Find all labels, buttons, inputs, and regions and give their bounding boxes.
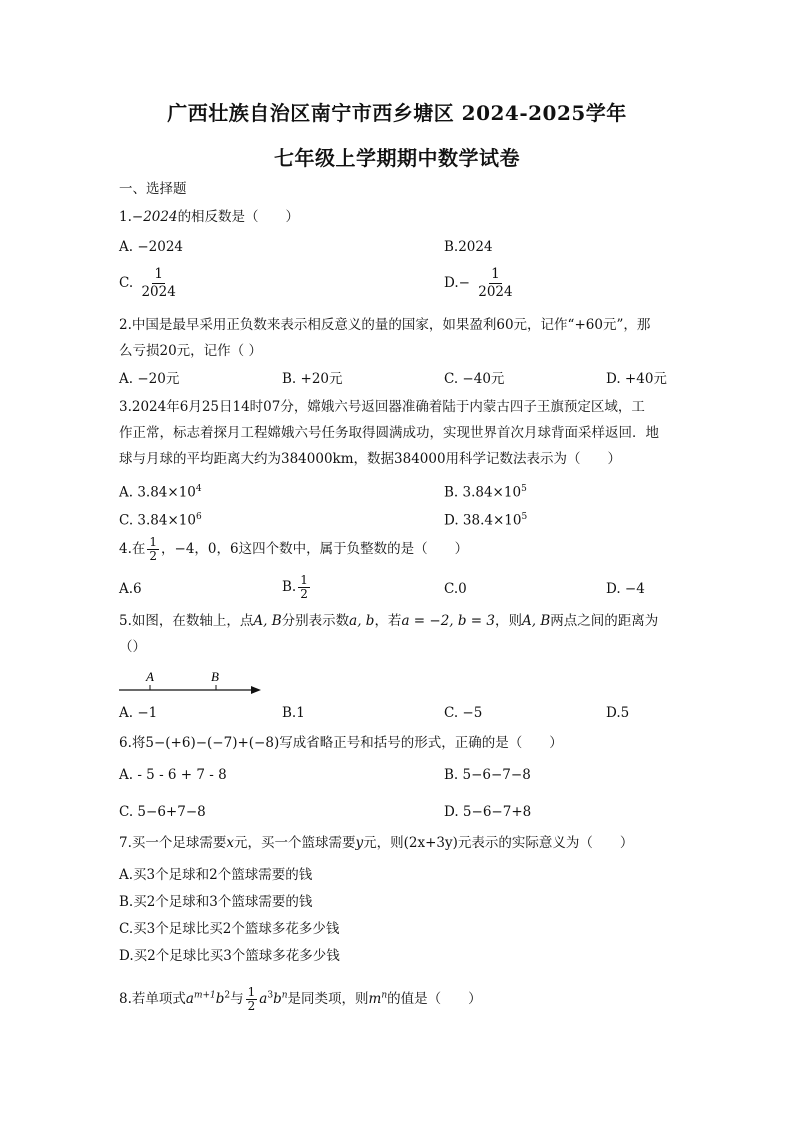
q5-values: a = −2, b = 3 bbox=[401, 613, 495, 629]
q8-term2-b-exp: n bbox=[281, 990, 288, 1001]
q7-option-a: A.买3个足球和2个篮球需要的钱 bbox=[119, 867, 313, 883]
q6-option-b: B. 5−6−7−8 bbox=[444, 767, 531, 783]
q1-suffix: 的相反数是（ ） bbox=[177, 209, 300, 225]
q3-option-b bbox=[444, 480, 527, 502]
q1-option-a: A. −2024 bbox=[119, 239, 183, 255]
q4-b-num: 1 bbox=[300, 573, 308, 587]
question-5-line2: （） bbox=[119, 639, 146, 655]
q8-prefix: 8.若单项式 bbox=[119, 991, 186, 1007]
q7-y: y bbox=[355, 835, 364, 851]
q8-term2-a-exp: 3 bbox=[267, 990, 274, 1001]
q8-term1-a-exp: m+1 bbox=[193, 990, 216, 1001]
q4-suffix: ，−4，0，6这四个数中，属于负整数的是（ ） bbox=[161, 541, 469, 557]
q1-option-c bbox=[119, 266, 180, 301]
q4-b-label: B. bbox=[282, 579, 297, 595]
q7-option-d: D.买2个足球比买3个篮球多花多少钱 bbox=[119, 948, 340, 964]
q3-c-base: C. 3.84×10 bbox=[119, 512, 196, 529]
q2-option-a: A. −20元 bbox=[119, 371, 180, 387]
q7-expr: (2x+3y) bbox=[403, 835, 458, 851]
q7-x: x bbox=[226, 835, 235, 851]
q5-text-i: 两点之间的距离为 bbox=[550, 613, 659, 629]
q5-text-e: ，若 bbox=[374, 613, 402, 629]
question-3-line3: 球与月球的平均距离大约为384000km，数据384000用科学记数法表示为（ ） bbox=[119, 451, 622, 467]
q6-option-d: D. 5−6−7+8 bbox=[444, 804, 532, 820]
exam-title-line2: 七年级上学期期中数学试卷 bbox=[274, 146, 520, 170]
q8-frac-den: 2 bbox=[247, 999, 256, 1013]
q1-c-den: 2024 bbox=[141, 284, 176, 300]
q8-mid2: 是同类项，则 bbox=[287, 991, 369, 1007]
q8-mid: 与 bbox=[230, 991, 244, 1007]
question-7-stem bbox=[119, 834, 633, 852]
q4-frac-num: 1 bbox=[149, 535, 158, 549]
q3-b-base: B. 3.84×10 bbox=[444, 484, 522, 501]
q3-a-base: A. 3.84×10 bbox=[119, 484, 196, 501]
q6-option-c: C. 5−6+7−8 bbox=[119, 804, 206, 820]
q1-c-fraction bbox=[139, 266, 177, 301]
q1-expr: −2024 bbox=[131, 209, 178, 225]
exam-title-line1: 广西壮族自治区南宁市西乡塘区 2024-2025学年 bbox=[167, 101, 627, 125]
q8-suffix: 的值是（ ） bbox=[387, 991, 482, 1007]
q4-b-fraction bbox=[298, 574, 310, 601]
q8-term1-b: b bbox=[215, 991, 225, 1007]
q3-b-exp: 5 bbox=[521, 484, 527, 494]
q8-frac-num: 1 bbox=[247, 985, 256, 999]
q4-option-c: C.0 bbox=[444, 581, 467, 597]
section-heading: 一、选择题 bbox=[119, 181, 187, 197]
q3-c-exp: 6 bbox=[195, 512, 202, 522]
q5-text-c: 分别表示数 bbox=[281, 613, 350, 629]
q4-option-d: D. −4 bbox=[606, 581, 645, 597]
q8-m: m bbox=[368, 991, 382, 1007]
q8-term1-b-exp: 2 bbox=[224, 990, 231, 1001]
q6-expr: 5−(+6)−(−7)+(−8) bbox=[145, 735, 280, 751]
q3-d-base: D. 38.4×10 bbox=[444, 512, 522, 529]
q7-prefix: 7.买一个足球需要 bbox=[119, 835, 227, 851]
q2-option-b: B. +20元 bbox=[282, 371, 343, 387]
point-a-label: A bbox=[146, 669, 154, 684]
question-2-line2: 么亏损20元，记作（ ） bbox=[119, 343, 262, 359]
q4-option-a: A.6 bbox=[119, 581, 142, 597]
q1-d-label: D.− bbox=[444, 275, 470, 291]
number-line-arrow-icon bbox=[251, 686, 261, 694]
point-b-label: B bbox=[211, 669, 219, 684]
number-line-figure bbox=[115, 664, 265, 700]
q8-fraction bbox=[246, 986, 258, 1013]
q1-c-num: 1 bbox=[154, 266, 163, 282]
q8-n: n bbox=[381, 990, 388, 1001]
q5-option-a: A. −1 bbox=[119, 705, 158, 721]
q4-frac-den: 2 bbox=[149, 549, 158, 563]
q5-points-2: A, B bbox=[522, 613, 551, 629]
q1-prefix: 1. bbox=[119, 209, 132, 225]
q8-term2-b: b bbox=[273, 991, 282, 1007]
q5-option-c: C. −5 bbox=[444, 705, 483, 721]
q8-term1-a: a bbox=[185, 991, 194, 1007]
q4-prefix: 4.在 bbox=[119, 541, 146, 557]
q3-a-exp: 4 bbox=[195, 484, 202, 494]
q2-option-d: D. +40元 bbox=[606, 371, 667, 387]
q3-option-a bbox=[119, 480, 202, 502]
q6-option-a: A. - 5 - 6 + 7 - 8 bbox=[119, 767, 227, 783]
q1-d-num: 1 bbox=[491, 266, 500, 282]
q7-option-b: B.买2个足球和3个篮球需要的钱 bbox=[119, 894, 313, 910]
q3-option-c bbox=[119, 508, 202, 530]
q7-mid: 元，买一个篮球需要 bbox=[234, 835, 356, 851]
q4-fraction bbox=[147, 536, 159, 563]
q5-option-b: B.1 bbox=[282, 705, 305, 721]
q6-suffix: 写成省略正号和括号的形式，正确的是（ ） bbox=[279, 735, 563, 751]
q6-prefix: 6.将 bbox=[119, 735, 146, 751]
question-2-line1: 2.中国是最早采用正负数来表示相反意义的量的国家，如果盈利60元，记作“+60元”，那 bbox=[119, 317, 651, 333]
q7-mid2: 元，则 bbox=[363, 835, 404, 851]
q5-vars: a, b bbox=[349, 613, 375, 629]
q1-option-d bbox=[444, 266, 517, 301]
question-3-line2: 作正常，标志着探月工程嫦娥六号任务取得圆满成功，实现世界首次月球背面采样返回．地 bbox=[119, 425, 659, 441]
q5-text-g: ，则 bbox=[495, 613, 522, 629]
q1-d-fraction bbox=[476, 266, 514, 301]
q7-suffix: 元表示的实际意义为（ ） bbox=[457, 835, 634, 851]
q4-b-den: 2 bbox=[300, 587, 308, 601]
q4-option-b bbox=[282, 574, 312, 601]
question-5-line1 bbox=[119, 612, 658, 630]
q5-points: A, B bbox=[253, 613, 282, 629]
q3-d-exp: 5 bbox=[521, 512, 528, 522]
question-4-stem bbox=[119, 536, 468, 563]
q5-option-d: D.5 bbox=[606, 705, 630, 721]
q1-d-den: 2024 bbox=[478, 284, 513, 300]
q1-c-label: C. bbox=[119, 275, 134, 291]
question-1-stem bbox=[119, 208, 299, 226]
q3-option-d bbox=[444, 508, 527, 530]
q2-option-c: C. −40元 bbox=[444, 371, 505, 387]
question-6-stem bbox=[119, 734, 563, 752]
q7-option-c: C.买3个足球比买2个篮球多花多少钱 bbox=[119, 921, 340, 937]
q8-term2-a: a bbox=[259, 991, 268, 1007]
question-8-stem bbox=[119, 986, 482, 1013]
q5-text-a: 5.如图，在数轴上，点 bbox=[119, 613, 254, 629]
question-3-line1: 3.2024年6月25日14时07分，嫦娥六号返回器准确着陆于内蒙古四子王旗预定区域，工 bbox=[119, 399, 645, 415]
q1-option-b: B.2024 bbox=[444, 239, 493, 255]
